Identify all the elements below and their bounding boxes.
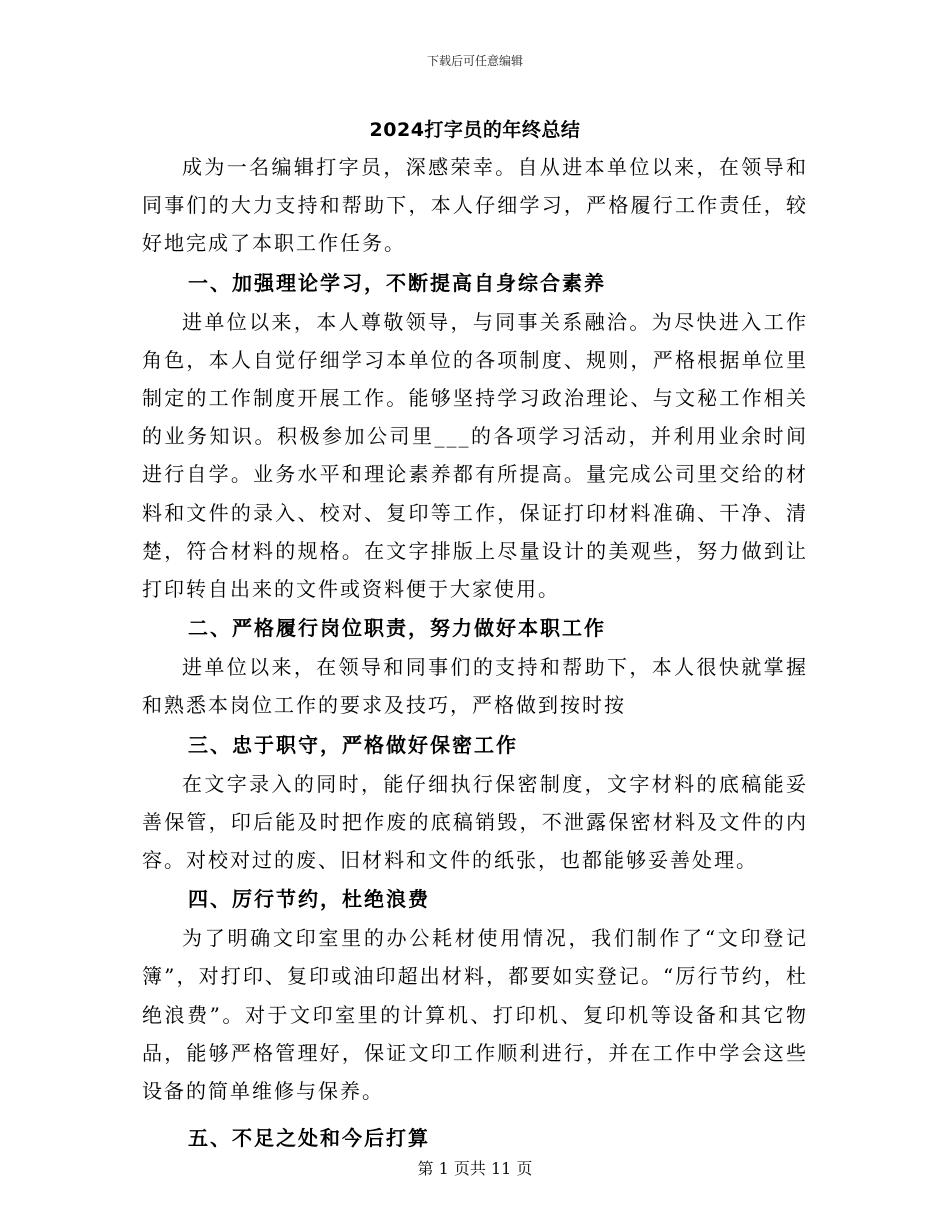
document-title: 2024打字员的年终总结 [369, 119, 581, 141]
section-2-heading: 二、严格履行岗位职责，努力做好本职工作 [188, 616, 606, 641]
header-note: 下载后可任意编辑 [426, 54, 523, 68]
section-4-heading: 四、厉行节约，杜绝浪费 [188, 887, 430, 912]
section-5-heading: 五、不足之处和今后打算 [188, 1126, 430, 1151]
section-1-heading: 一、加强理论学习，不断提高自身综合素养 [188, 270, 606, 295]
section-2-paragraph: 进单位以来，在领导和同事们的支持和帮助下，本人很快就掌握和熟悉本岗位工作的要求及技巧，严格做到按时按 [142, 655, 808, 718]
section-3-heading: 三、忠于职守，严格做好保密工作 [188, 732, 518, 757]
section-4-paragraph: 为了明确文印室里的办公耗材使用情况，我们制作了“文印登记簿”，对打印、复印或油印超出材料，都要如实登记。“厉行节约，杜绝浪费”。对于文印室里的计算机、打印机、复印机等设备和其它物品，能够严格管理好，保证文印工作顺利进行，并在工作中学会这些设备的简单维修与保养。 [142, 926, 808, 1104]
document-body [142, 148, 808, 1158]
intro-paragraph: 成为一名编辑打字员，深感荣幸。自从进本单位以来，在领导和同事们的大力支持和帮助下，本人仔细学习，严格履行工作责任，较好地完成了本职工作任务。 [142, 155, 808, 256]
section-1-paragraph: 进单位以来，本人尊敬领导，与同事关系融洽。为尽快进入工作角色，本人自觉仔细学习本单位的各项制度、规则，严格根据单位里制定的工作制度开展工作。能够坚持学习政治理论、与文秘工作相关的业务知识。积极参加公司里___的各项学习活动，并利用业余时间进行自学。业务水平和理论素养都有所提高。量完成公司里交给的材料和文件的录入、校对、复印等工作，保证打印材料准确、干净、清楚，符合材料的规格。在文字排版上尽量设计的美观些，努力做到让打印转自出来的文件或资料便于大家使用。 [142, 309, 808, 602]
page-number: 第 1 页共 11 页 [417, 1159, 533, 1178]
section-3-paragraph: 在文字录入的同时，能仔细执行保密制度，文字材料的底稿能妥善保管，印后能及时把作废的底稿销毁，不泄露保密材料及文件的内容。对校对过的废、旧材料和文件的纸张，也都能够妥善处理。 [142, 771, 808, 873]
